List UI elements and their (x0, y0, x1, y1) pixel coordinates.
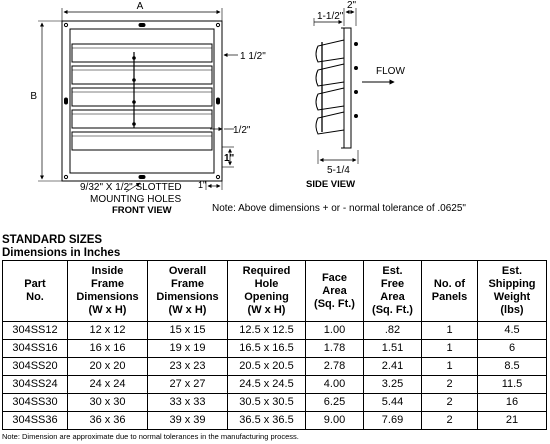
section-subtitle: Dimensions in Inches (2, 247, 121, 259)
column-header-line: Panels (431, 291, 468, 303)
column-header (3, 261, 68, 322)
side-view-drawing (314, 8, 394, 164)
tolerance-note: Note: Above dimensions + or - normal tolerance of .0625" (212, 203, 466, 214)
table-cell: 16 (478, 394, 547, 412)
column-header (148, 261, 228, 322)
column-header-line: (Sq. Ft.) (314, 297, 355, 310)
section-title: STANDARD SIZES (2, 234, 103, 246)
table-cell: 5.44 (364, 394, 422, 412)
column-header-line: Part (24, 278, 46, 290)
table-cell: .82 (364, 322, 422, 340)
dim-one-half-label: 1-1/2" (317, 11, 344, 22)
table-row (3, 358, 547, 376)
table-row (3, 340, 547, 358)
holes-label-line1: 9/32" X 1/2" SLOTTED (80, 182, 182, 193)
table-cell: 6 (478, 340, 547, 358)
column-header-line: (lbs) (500, 304, 524, 316)
table-cell: 1 (422, 358, 478, 376)
table-cell: 1.00 (306, 322, 364, 340)
table-cell: 2 (422, 376, 478, 394)
table-cell: 2.41 (364, 358, 422, 376)
table-cell: 36.5 x 36.5 (228, 412, 306, 430)
table-cell: 304SS36 (3, 412, 68, 430)
dim-half-label: 1/2" (233, 125, 251, 136)
column-header-line: (W x H) (168, 304, 207, 316)
column-header-line: Overall (168, 265, 207, 277)
front-view-title: FRONT VIEW (112, 205, 172, 216)
table-cell: 304SS24 (3, 376, 68, 394)
dim-b-label: B (30, 91, 37, 102)
table-cell: 3.25 (364, 376, 422, 394)
column-header-line: No. (26, 291, 44, 303)
table-row (3, 376, 547, 394)
table-cell: 36 x 36 (68, 412, 148, 430)
table-row (3, 394, 547, 412)
manufacturing-note: Note: Dimension are approximate due to normal tolerances in the manufacturing process. (2, 432, 299, 441)
column-header-line: (W x H) (247, 304, 286, 316)
table-cell: 12.5 x 12.5 (228, 322, 306, 340)
column-header-line: Required (242, 265, 291, 277)
table-cell: 2 (422, 412, 478, 430)
dim-one-label: 1" (224, 153, 235, 164)
column-header-line: Face (321, 271, 348, 284)
table-cell: 33 x 33 (148, 394, 228, 412)
table-cell: 304SS12 (3, 322, 68, 340)
table-row (3, 412, 547, 430)
dim-top-label: 1 1/2" (240, 51, 266, 62)
table-cell: 304SS30 (3, 394, 68, 412)
column-header (478, 261, 547, 322)
table-cell: 23 x 23 (148, 358, 228, 376)
table-cell: 8.5 (478, 358, 547, 376)
table-cell: 20.5 x 20.5 (228, 358, 306, 376)
column-header (422, 261, 478, 322)
table-cell: 7.69 (364, 412, 422, 430)
column-header-line: Weight (493, 291, 531, 303)
table-cell: 16.5 x 16.5 (228, 340, 306, 358)
column-header-line: Est. (501, 265, 523, 277)
column-header-line: (Sq. Ft.) (372, 304, 413, 316)
table-cell: 30.5 x 30.5 (228, 394, 306, 412)
table-cell: 1 (422, 322, 478, 340)
holes-label-line2: MOUNTING HOLES (90, 194, 182, 205)
table-cell: 12 x 12 (68, 322, 148, 340)
table-cell: 4.00 (306, 376, 364, 394)
column-header-line: Dimensions (156, 291, 219, 303)
table-cell: 1.51 (364, 340, 422, 358)
table-cell: 19 x 19 (148, 340, 228, 358)
column-header-line: Area (380, 291, 405, 303)
table-cell: 1.78 (306, 340, 364, 358)
column-header-line: Hole (254, 278, 279, 290)
column-header-line: Free (380, 278, 405, 290)
dim-depth-label: 5-1/4 (327, 165, 350, 176)
column-header-line: Inside (91, 265, 124, 277)
column-header-line: No. of (433, 278, 466, 290)
table-cell: 20 x 20 (68, 358, 148, 376)
front-view-drawing (38, 8, 238, 192)
column-header-line: Frame (170, 278, 205, 290)
dim-a-label: A (136, 1, 144, 12)
table-cell: 39 x 39 (148, 412, 228, 430)
table-cell: 304SS16 (3, 340, 68, 358)
table-cell: 30 x 30 (68, 394, 148, 412)
table-cell: 9.00 (306, 412, 364, 430)
flow-label: FLOW (376, 66, 405, 77)
column-header-line: Dimensions (76, 291, 139, 303)
table-cell: 11.5 (478, 376, 547, 394)
table-row (3, 322, 547, 340)
dim-one-bottom-label: 1" (198, 180, 207, 190)
column-header (306, 261, 364, 322)
table-body (3, 322, 547, 430)
column-header-line: Shipping (488, 278, 536, 290)
column-header-line: Area (322, 284, 347, 297)
table-cell: 16 x 16 (68, 340, 148, 358)
standard-sizes-table (2, 260, 547, 430)
column-header-line: (W x H) (88, 304, 127, 316)
table-cell: 6.25 (306, 394, 364, 412)
table-cell: 4.5 (478, 322, 547, 340)
table-cell: 1 (422, 340, 478, 358)
column-header-line: Opening (244, 291, 289, 303)
table-cell: 27 x 27 (148, 376, 228, 394)
column-header (364, 261, 422, 322)
table-cell: 24 x 24 (68, 376, 148, 394)
table-cell: 24.5 x 24.5 (228, 376, 306, 394)
column-header (68, 261, 148, 322)
table-cell: 21 (478, 412, 547, 430)
table-cell: 2 (422, 394, 478, 412)
side-view-title: SIDE VIEW (306, 179, 356, 190)
dim-two-label: 2" (347, 0, 357, 11)
table-cell: 2.78 (306, 358, 364, 376)
column-header-line: Frame (90, 278, 125, 290)
table-cell: 15 x 15 (148, 322, 228, 340)
column-header-line: Est. (382, 265, 403, 277)
table-cell: 304SS20 (3, 358, 68, 376)
table-header-row (3, 261, 547, 322)
column-header (228, 261, 306, 322)
